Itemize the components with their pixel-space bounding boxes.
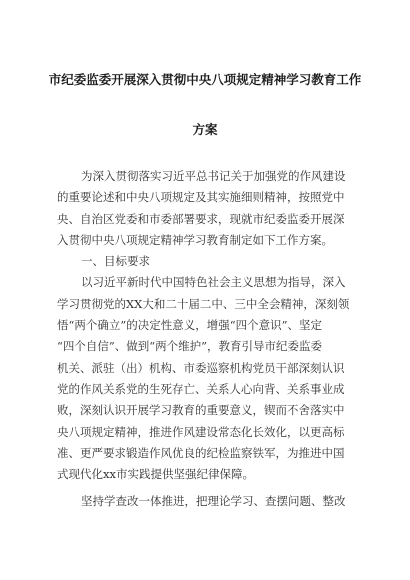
body-line: 的重要论述和中央八项规定及其实施细则精神，按照党中 [57, 190, 345, 205]
document-body [57, 166, 357, 513]
body-line: 以习近平新时代中国特色社会主义思想为指导，深入 [81, 275, 346, 290]
body-line: 机关、派驻（出）机构、市委巡察机构党员干部深刻认识 [57, 360, 345, 375]
document-title-continued: 方案 [192, 122, 218, 137]
body-line: 式现代化xx市实践提供坚强纪律保障。 [57, 467, 254, 482]
body-line: 央八项规定精神，推进作风建设常态化长效化，以更高标 [57, 424, 345, 439]
body-line: 败，深刻认识开展学习教育的重要意义，锲而不舍落实中 [57, 403, 345, 418]
body-line: 入贯彻中央八项规定精神学习教育制定如下工作方案。 [57, 232, 333, 247]
body-line: 悟“两个确立”的决定性意义，增强“四个意识”、坚定 [57, 318, 323, 333]
body-line: “四个自信”、做到“两个维护”，教育引导市纪委监委 [57, 339, 323, 354]
section-heading: 一、目标要求 [81, 254, 150, 269]
body-line: 为深入贯彻落实习近平总书记关于加强党的作风建设 [81, 169, 346, 183]
document-title: 市纪委监委开展深入贯彻中央八项规定精神学习教育工作 [48, 72, 362, 87]
body-line: 准、更严要求锻造作风优良的纪检监察铁军，为推进中国 [57, 445, 345, 460]
body-line: 坚持学查改一体推进，把理论学习、查摆问题、整改 [81, 494, 346, 509]
body-line: 学习贯彻党的XX大和二十届二中、三中全会精神，深刻领 [57, 296, 350, 311]
body-line: 央、自治区党委和市委部署要求，现就市纪委监委开展深 [57, 211, 345, 226]
body-line: 党的作风关系党的生死存亡、关系人心向背、关系事业成 [57, 381, 345, 396]
